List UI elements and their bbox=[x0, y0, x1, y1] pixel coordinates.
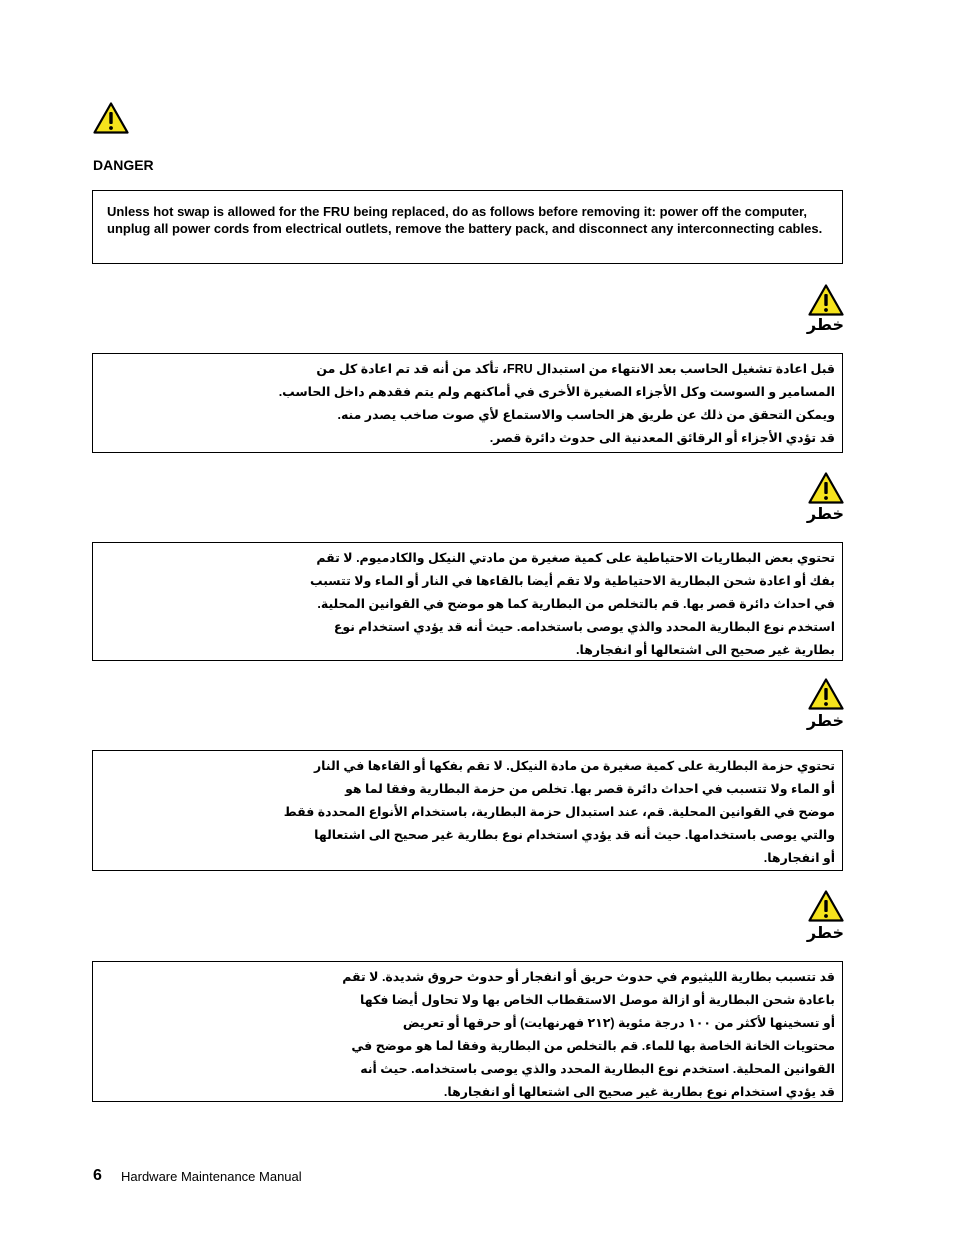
arabic-danger-heading: خطر bbox=[806, 506, 844, 523]
arabic-danger-heading: خطر bbox=[806, 713, 844, 730]
notice-line: قد تتسبب بطارية الليثيوم في حدوث حريق أو انفجار أو حدوث حروق شديدة. لا تقم bbox=[342, 970, 835, 984]
manual-title: Hardware Maintenance Manual bbox=[121, 1169, 302, 1184]
notice-line: القوانين المحلية. استخدم نوع البطارية المحدد والذي يوصى باستخدامه. حيث أنه bbox=[360, 1062, 835, 1076]
notice-line: أو انفجارها. bbox=[763, 851, 835, 865]
notice-line: بفك أو اعادة شحن البطارية الاحتياطية ولا تقم أيضا بالقاءها في النار أو الماء ولا تتسبب bbox=[309, 574, 835, 588]
notice-line: تحتوي حزمة البطارية على كمية صغيرة من مادة النيكل. لا تقم بفكها أو القاءها في النار bbox=[313, 759, 835, 773]
page-number: 6 bbox=[93, 1167, 102, 1184]
notice-line: ويمكن التحقق من ذلك عن طريق هز الحاسب والاستماع لأي صوت صاخب يصدر منه. bbox=[337, 408, 835, 422]
notice-line: قد تؤدي الأجزاء أو الرقائق المعدنية الى حدوث دائرة قصر. bbox=[489, 431, 835, 445]
notice-line: تحتوي بعض البطاريات الاحتياطية على كمية صغيرة من مادتي النيكل والكادميوم. لا تقم bbox=[316, 551, 835, 565]
arabic-danger-heading: خطر bbox=[806, 317, 844, 334]
arabic-danger-notice bbox=[92, 750, 843, 871]
notice-line: محتويات الخانة الخاصة بها للماء. قم بالتخلص من البطارية وفقا لما هو موضح في bbox=[351, 1039, 835, 1053]
warning-triangle-icon bbox=[808, 678, 844, 710]
notice-line: موضح في القوانين المحلية. قم، عند استبدال حزمة البطارية، باستخدام الأنواع المحددة فقط bbox=[283, 805, 835, 819]
notice-line: قبل اعادة تشغيل الحاسب بعد الانتهاء من استبدال FRU، تأكد من أنه قد تم اعادة كل من bbox=[316, 362, 835, 376]
arabic-danger-notice bbox=[92, 961, 843, 1102]
warning-triangle-icon bbox=[93, 102, 129, 134]
notice-line: المسامير و السوست وكل الأجزاء الصغيرة الأخرى في أماكنهم ولم يتم فقدهم داخل الحاسب. bbox=[278, 385, 835, 399]
notice-line: أو تسخينها لأكثر من ١٠٠ درجة مئوية (٢١٢ فهرنهايت) أو حرقها أو تعريض bbox=[402, 1016, 835, 1030]
notice-line: والتي يوصى باستخدامها. حيث أنه قد يؤدي استخدام نوع بطارية غير صحيح الى اشتعالها bbox=[314, 828, 835, 842]
notice-line: أو الماء ولا تتسبب في احداث دائرة قصر بها. تخلص من حزمة البطارية وفقا لما هو bbox=[345, 782, 835, 796]
notice-line: باعادة شحن البطارية أو ازالة موصل الاستقطاب الخاص بها ولا تحاول أيضا فكها bbox=[360, 993, 835, 1007]
arabic-danger-heading: خطر bbox=[806, 925, 844, 942]
danger-heading: DANGER bbox=[93, 157, 154, 173]
warning-triangle-icon bbox=[808, 472, 844, 504]
warning-triangle-icon bbox=[808, 890, 844, 922]
english-danger-notice: Unless hot swap is allowed for the FRU being replaced, do as follows before removing it: power off the computer, unplug all power cords from electrical outlets, remove the battery pack, and disconnect any interconnecting cables. bbox=[92, 190, 843, 264]
notice-line: بطارية غير صحيح الى اشتعالها أو انفجارها. bbox=[576, 643, 835, 657]
arabic-danger-notice bbox=[92, 542, 843, 661]
arabic-danger-notice bbox=[92, 353, 843, 453]
warning-triangle-icon bbox=[808, 284, 844, 316]
notice-line: قد يؤدي استخدام نوع بطارية غير صحيح الى اشتعالها أو انفجارها. bbox=[443, 1085, 835, 1099]
notice-line: في احداث دائرة قصر بها. قم بالتخلص من البطارية كما هو موضح في القوانين المحلية. bbox=[317, 597, 835, 611]
notice-line: استخدم نوع البطارية المحدد والذي يوصى باستخدامه. حيث أنه قد يؤدي استخدام نوع bbox=[333, 620, 835, 634]
